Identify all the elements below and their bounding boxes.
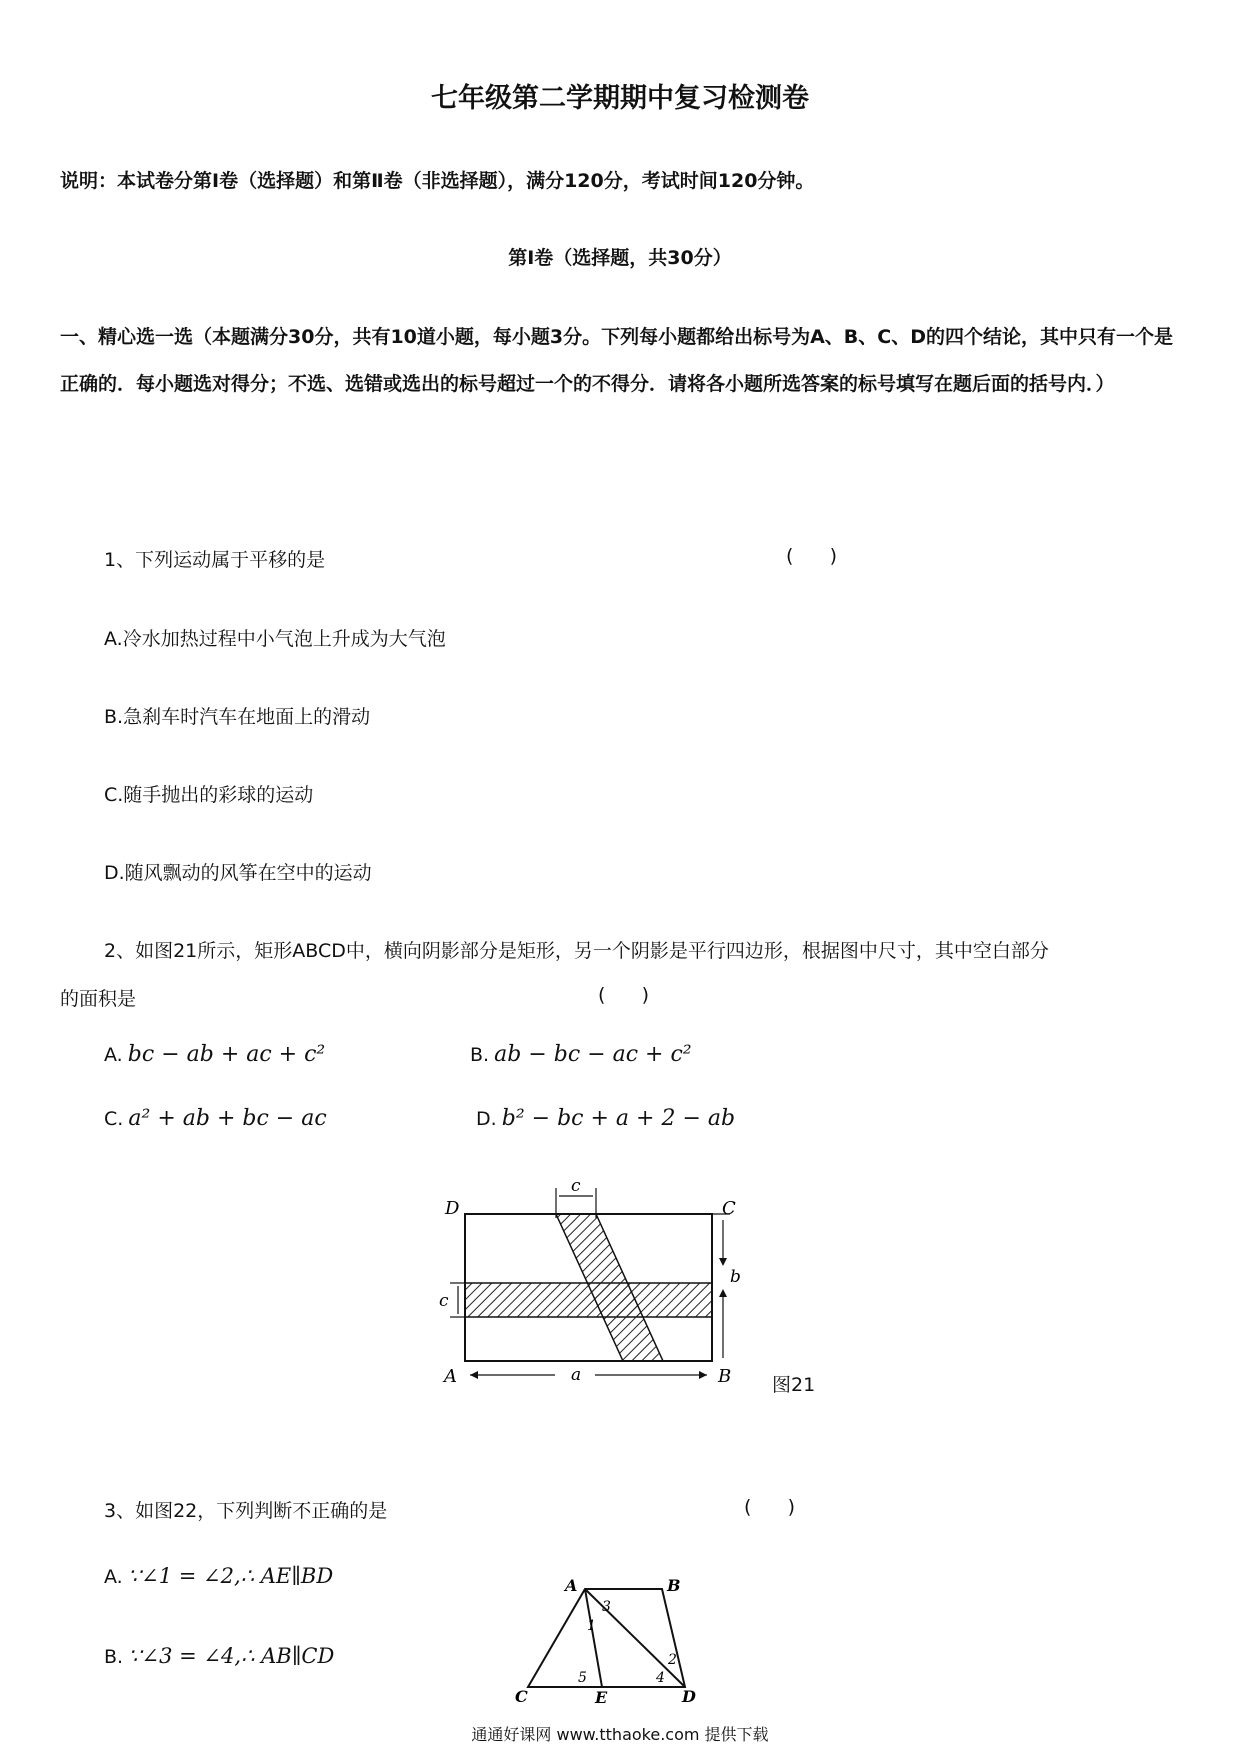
part-heading: 一、精心选一选（本题满分30分，共有10道小题，每小题3分。下列每小题都给出标号为A、B、C、D的四个结论，其中只有一个是正确的．每小题选对得分；不选、选错或选出的标号超过一个的不得分．请将各小题所选答案的标号填写在题后面的括号内．） xyxy=(60,326,1174,395)
angle-label-2: 2 xyxy=(668,1652,677,1668)
question-2-answer-paren: ( ) xyxy=(598,984,650,1006)
angle-label-1: 1 xyxy=(587,1618,596,1634)
angle-label-3: 3 xyxy=(602,1599,611,1615)
question-2-option-a xyxy=(104,1042,325,1067)
option-expression: ∵∠1 = ∠2,∴ AE∥BD xyxy=(127,1564,334,1588)
footer-source: 通通好课网 www.tthaoke.com 提供下载 xyxy=(471,1725,769,1744)
question-2-option-d xyxy=(476,1106,735,1131)
question-1-option-d: D.随风飘动的风筝在空中的运动 xyxy=(104,862,372,884)
label-b: B xyxy=(667,1576,681,1595)
question-1-option-c: C.随手抛出的彩球的运动 xyxy=(104,784,314,806)
label-d: D xyxy=(445,1198,460,1219)
label-e: E xyxy=(595,1688,608,1704)
question-3-answer-paren: ( ) xyxy=(744,1496,796,1518)
label-c: C xyxy=(515,1687,528,1704)
question-3-stem: 3、如图22，下列判断不正确的是 xyxy=(104,1500,388,1522)
question-1-stem: 1、下列运动属于平移的是 xyxy=(104,549,326,571)
option-expression: ab − bc − ac + c² xyxy=(494,1042,692,1067)
option-expression: a² + ab + bc − ac xyxy=(128,1106,327,1131)
question-2-option-b xyxy=(470,1042,692,1067)
option-label: A. xyxy=(104,1044,123,1066)
document-title: 七年级第二学期期中复习检测卷 xyxy=(431,83,809,114)
horizontal-shaded-band xyxy=(465,1283,712,1317)
option-label: B. xyxy=(104,1646,124,1668)
label-a-bottom: a xyxy=(571,1365,582,1385)
label-b-vertex: B xyxy=(718,1366,732,1386)
label-c: C xyxy=(722,1198,736,1219)
label-b-right: b xyxy=(730,1267,741,1287)
question-2-stem-line-2: 的面积是 xyxy=(60,988,137,1010)
question-3-option-a xyxy=(104,1564,333,1588)
question-1-option-a: A.冷水加热过程中小气泡上升成为大气泡 xyxy=(104,628,446,650)
question-3-option-b xyxy=(104,1644,334,1668)
option-label: A. xyxy=(104,1566,123,1588)
option-label: C. xyxy=(104,1108,124,1130)
figure-21-rectangle-diagram xyxy=(430,1166,750,1386)
angle-label-4: 4 xyxy=(656,1670,665,1686)
label-d: D xyxy=(682,1687,696,1704)
instructions: 说明：本试卷分第Ⅰ卷（选择题）和第Ⅱ卷（非选择题），满分120分，考试时间120分钟。 xyxy=(60,170,815,192)
figure-21-caption: 图21 xyxy=(772,1374,816,1396)
label-c-top: c xyxy=(571,1176,581,1196)
label-a-vertex: A xyxy=(444,1366,457,1386)
option-label: B. xyxy=(470,1044,490,1066)
figure-22-trapezoid-diagram xyxy=(510,1574,710,1704)
option-expression: ∵∠3 = ∠4,∴ AB∥CD xyxy=(128,1644,335,1668)
option-label: D. xyxy=(476,1108,497,1130)
option-expression: bc − ab + ac + c² xyxy=(127,1042,326,1067)
option-expression: b² − bc + a + 2 − ab xyxy=(501,1106,736,1131)
angle-label-5: 5 xyxy=(578,1670,587,1686)
label-c-left: c xyxy=(439,1291,449,1311)
question-1-option-b: B.急刹车时汽车在地面上的滑动 xyxy=(104,706,371,728)
question-1-answer-paren: ( ) xyxy=(786,545,838,567)
label-a: A xyxy=(565,1576,578,1595)
question-2-option-c xyxy=(104,1106,327,1131)
section-title: 第Ⅰ卷（选择题，共30分） xyxy=(508,247,732,269)
question-2-stem-line-1: 2、如图21所示，矩形ABCD中，横向阴影部分是矩形，另一个阴影是平行四边形，根据图中尺寸，其中空白部分 xyxy=(104,940,1049,962)
